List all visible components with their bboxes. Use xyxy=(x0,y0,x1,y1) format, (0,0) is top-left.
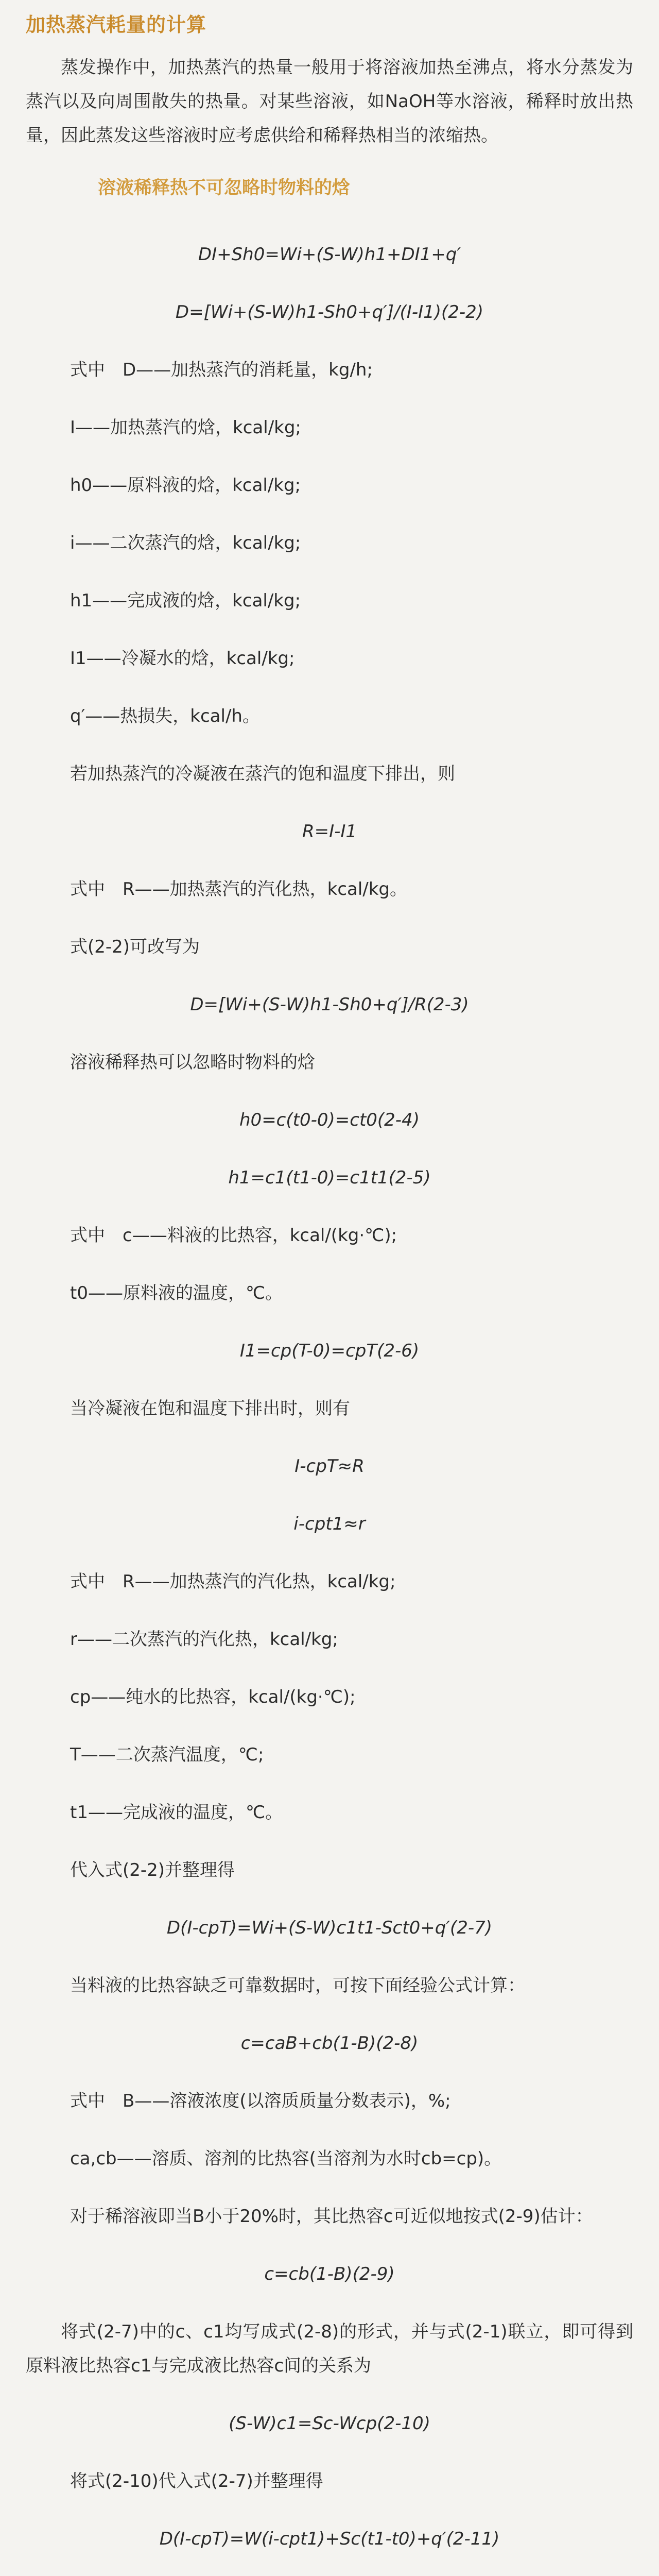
formula-line: DI+Sh0=Wi+(S-W)h1+DI1+q′ xyxy=(198,244,461,265)
formula-line: h0=c(t0-0)=ct0(2-4) xyxy=(239,1110,420,1130)
formula-line: h1=c1(t1-0)=c1t1(2-5) xyxy=(228,1167,431,1188)
intro-paragraph: 蒸发操作中，加热蒸汽的热量一般用于将溶液加热至沸点，将水分蒸发为蒸汽以及向周围散失的热量。对某些溶液，如NaOH等水溶液，稀释时放出热量，因此蒸发这些溶液时应考虑供给和稀释热相当的浓缩热。 xyxy=(26,57,633,146)
definition-line: 若加热蒸汽的冷凝液在蒸汽的饱和温度下排出，则 xyxy=(70,764,455,784)
definition-line: 式中 R——加热蒸汽的汽化热，kcal/kg; xyxy=(70,1571,396,1592)
formula-line: I1=cp(T-0)=cpT(2-6) xyxy=(239,1341,420,1361)
formula-list-2 xyxy=(26,2395,633,2576)
formula-line: i-cpt1≈r xyxy=(293,1514,366,1534)
formula-line: D(I-cpT)=W(i-cpt1)+Sc(t1-t0)+q′(2-11) xyxy=(159,2529,500,2549)
definition-line: h0——原料液的焓，kcal/kg; xyxy=(70,475,301,496)
definition-line: 代入式(2-2)并整理得 xyxy=(70,1860,235,1880)
definition-line: 对于稀溶液即当B小于20%时，其比热容c可近似地按式(2-9)估计： xyxy=(70,2206,593,2227)
definition-line: r——二次蒸汽的汽化热，kcal/kg; xyxy=(70,1629,338,1650)
definition-line: t1——完成液的温度，℃。 xyxy=(70,1802,283,1823)
definition-line: 当冷凝液在饱和温度下排出时，则有 xyxy=(70,1398,350,1419)
formula-line: (S-W)c1=Sc-Wcp(2-10) xyxy=(229,2413,430,2434)
definition-line: T——二次蒸汽温度，℃; xyxy=(70,1744,264,1765)
definition-line: cp——纯水的比热容，kcal/(kg·℃); xyxy=(70,1687,356,1707)
definition-line: 式中 R——加热蒸汽的汽化热，kcal/kg。 xyxy=(70,879,408,900)
definition-line: 将式(2-10)代入式(2-7)并整理得 xyxy=(70,2471,323,2492)
section-title: 加热蒸汽耗量的计算 xyxy=(26,13,207,36)
definition-line: 式中 B——溶液浓度(以溶质质量分数表示)，%; xyxy=(70,2091,451,2111)
definition-line: I1——冷凝水的焓，kcal/kg; xyxy=(70,648,295,669)
definition-line: h1——完成液的焓，kcal/kg; xyxy=(70,590,301,611)
formula-list xyxy=(26,226,633,2303)
formula-line: R=I-I1 xyxy=(302,821,357,842)
definition-line: 式中 c——料液的比热容，kcal/(kg·℃); xyxy=(70,1225,397,1246)
formula-line: D=[Wi+(S-W)h1-Sh0+q′]/R(2-3) xyxy=(190,994,469,1015)
subheading: 溶液稀释热不可忽略时物料的焓 xyxy=(98,178,351,198)
definition-line: ca,cb——溶质、溶剂的比热容(当溶剂为水时cb=cp)。 xyxy=(70,2148,502,2169)
definition-line: 溶液稀释热可以忽略时物料的焓 xyxy=(70,1052,315,1073)
formula-line: D=[Wi+(S-W)h1-Sh0+q′]/(I-I1)(2-2) xyxy=(175,302,484,323)
definition-line xyxy=(26,2568,633,2576)
formula-line: D(I-cpT)=Wi+(S-W)c1t1-Sct0+q′(2-7) xyxy=(166,1918,493,1938)
formula-line: c=caB+cb(1-B)(2-8) xyxy=(240,2033,419,2054)
definition-line: q′——热损失，kcal/h。 xyxy=(70,706,260,726)
definition-line: 当料液的比热容缺乏可靠数据时，可按下面经验公式计算： xyxy=(70,1975,525,1996)
relation-paragraph: 将式(2-7)中的c、c1均写成式(2-8)的形式，并与式(2-1)联立，即可得到原料液比热容c1与完成液比热容c间的关系为 xyxy=(26,2321,633,2376)
definition-line: t0——原料液的温度，℃。 xyxy=(70,1283,283,1303)
formula-line: c=cb(1-B)(2-9) xyxy=(264,2264,395,2284)
definition-line: 式中 D——加热蒸汽的消耗量，kg/h; xyxy=(70,360,373,380)
definition-line: 式(2-2)可改写为 xyxy=(70,937,200,957)
formula-line: I-cpT≈R xyxy=(294,1456,365,1477)
definition-line: I——加热蒸汽的焓，kcal/kg; xyxy=(70,417,301,438)
definition-line: i——二次蒸汽的焓，kcal/kg; xyxy=(70,533,301,553)
